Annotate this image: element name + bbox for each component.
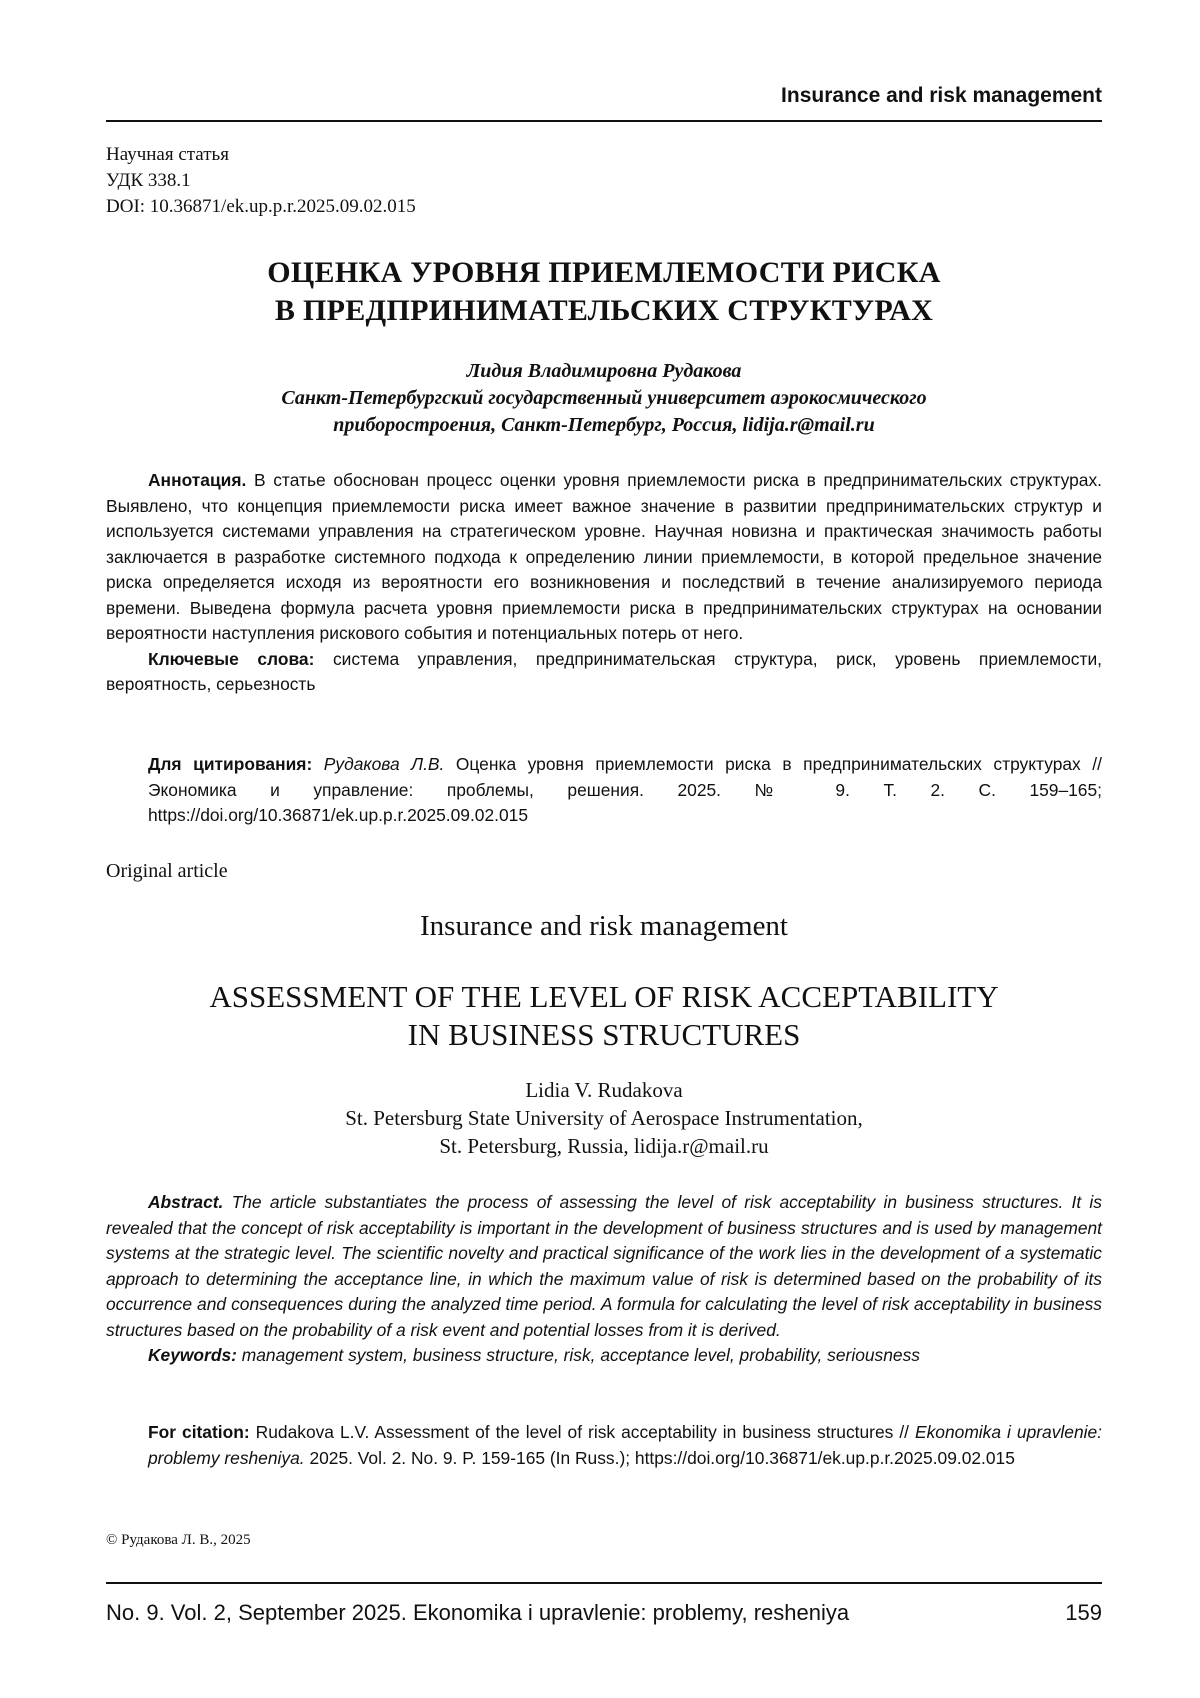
en-abstract-text: The article substantiates the process of assessing the level of risk acceptability in business structures. It is revealed that the concept of risk acceptability is important in the development of business structures and is used by management systems at the strategic level. The scientific novelty and practical significance of the work lies in the development of a systematic approach to determining the acceptance line, in which the maximum value of risk is determined based on the probability of its occurrence and consequences during the analyzed time period. A formula for calculating the level of risk acceptability in business structures based on the probability of a risk event and potential losses from it is derived. (106, 1192, 1102, 1340)
ru-affiliation: приборостроения, Санкт-Петербург, Россия, lidija.r@mail.ru (333, 414, 875, 436)
footer-rule (106, 1582, 1102, 1584)
en-title-line: IN BUSINESS STRUCTURES (407, 1017, 801, 1052)
ru-keywords-paragraph (106, 647, 1102, 698)
ru-title-line: ОЦЕНКА УРОВНЯ ПРИЕМЛЕМОСТИ РИСКА (267, 256, 941, 289)
en-abstract-paragraph (106, 1190, 1102, 1343)
en-title (106, 978, 1102, 1054)
ru-abstract (106, 468, 1102, 698)
running-head: Insurance and risk management (781, 84, 1102, 107)
en-author-name: Lidia V. Rudakova (525, 1078, 683, 1102)
en-title-line: ASSESSMENT OF THE LEVEL OF RISK ACCEPTABILITY (209, 979, 999, 1014)
article-meta (106, 142, 416, 220)
en-citation-text: Rudakova L.V. Assessment of the level of risk acceptability in business structures // (255, 1422, 909, 1442)
ru-title (106, 254, 1102, 330)
ru-author-block (106, 358, 1102, 439)
ru-citation-label: Для цитирования: (148, 754, 313, 774)
copyright-notice: © Рудакова Л. В., 2025 (106, 1532, 251, 1548)
ru-citation-author: Рудакова Л.В. (323, 754, 445, 774)
ru-affiliation: Санкт-Петербургский государственный университет аэрокосмического (281, 387, 927, 409)
en-citation-text: 2025. Vol. 2. No. 9. P. 159-165 (In Russ.); https://doi.org/10.36871/ek.up.p.r.2025.09.02.015 (309, 1447, 1015, 1468)
page-number: 159 (1065, 1600, 1102, 1625)
ru-abstract-text: В статье обоснован процесс оценки уровня приемлемости риска в предпринимательских структурах. Выявлено, что концепция приемлемости риска имеет важное значение в развитии предпринимательских структур и используется системами управления на стратегическом уровне. Научная новизна и практическая значимость работы заключается в разработке системного подхода к определению линии приемлемости, в которой предельное значение риска определяется исходя из вероятности его возникновения и последствий в течение анализируемого периода времени. Выведена формула расчета уровня приемлемости риска в предпринимательских структурах на основании вероятности наступления рискового события и потенциальных потерь от него. (106, 470, 1102, 643)
udc-code: УДК 338.1 (106, 170, 191, 191)
ru-citation-text: Оценка уровня приемлемости риска в предпринимательских структурах // Экономика и управление: проблемы, решения. 2025. № 9. Т. 2. С. 159–165; https://doi.org/10.36871/ek.up.p.r.2025.09.02.015 (148, 754, 1102, 825)
ru-abstract-paragraph (106, 468, 1102, 647)
article-type: Научная статья (106, 144, 229, 165)
en-citation (148, 1420, 1102, 1471)
ru-citation (148, 752, 1102, 829)
en-abstract (106, 1190, 1102, 1369)
en-author-block (106, 1076, 1102, 1160)
en-abstract-label: Abstract. (148, 1192, 224, 1212)
en-keywords-paragraph (106, 1343, 1102, 1369)
ru-title-line: В ПРЕДПРИНИМАТЕЛЬСКИХ СТРУКТУРАХ (274, 294, 934, 327)
ru-keywords-label: Ключевые слова: (148, 648, 315, 669)
header-rule (106, 120, 1102, 122)
original-article-label: Original article (106, 860, 228, 882)
en-citation-journal: Ekonomika i upravlenie: problemy resheniya. (148, 1422, 1102, 1468)
en-citation-label: For citation: (148, 1422, 250, 1442)
ru-keywords-text: система управления, предпринимательская структура, риск, уровень приемлемости, вероятность, серьезность (106, 648, 1102, 694)
ru-abstract-label: Аннотация. (148, 470, 247, 490)
ru-author-name: Лидия Владимировна Рудакова (466, 360, 742, 382)
en-keywords-label: Keywords: (148, 1345, 237, 1365)
en-affiliation: St. Petersburg State University of Aerospace Instrumentation, (345, 1106, 863, 1130)
doi-line: DOI: 10.36871/ek.up.p.r.2025.09.02.015 (106, 196, 416, 217)
en-rubric: Insurance and risk management (420, 910, 788, 942)
en-keywords-text: management system, business structure, risk, acceptance level, probability, seriousness (241, 1345, 920, 1365)
en-affiliation: St. Petersburg, Russia, lidija.r@mail.ru (439, 1134, 769, 1158)
footer-issue: No. 9. Vol. 2, September 2025. Ekonomika i upravlenie: problemy, resheniya (106, 1600, 850, 1625)
